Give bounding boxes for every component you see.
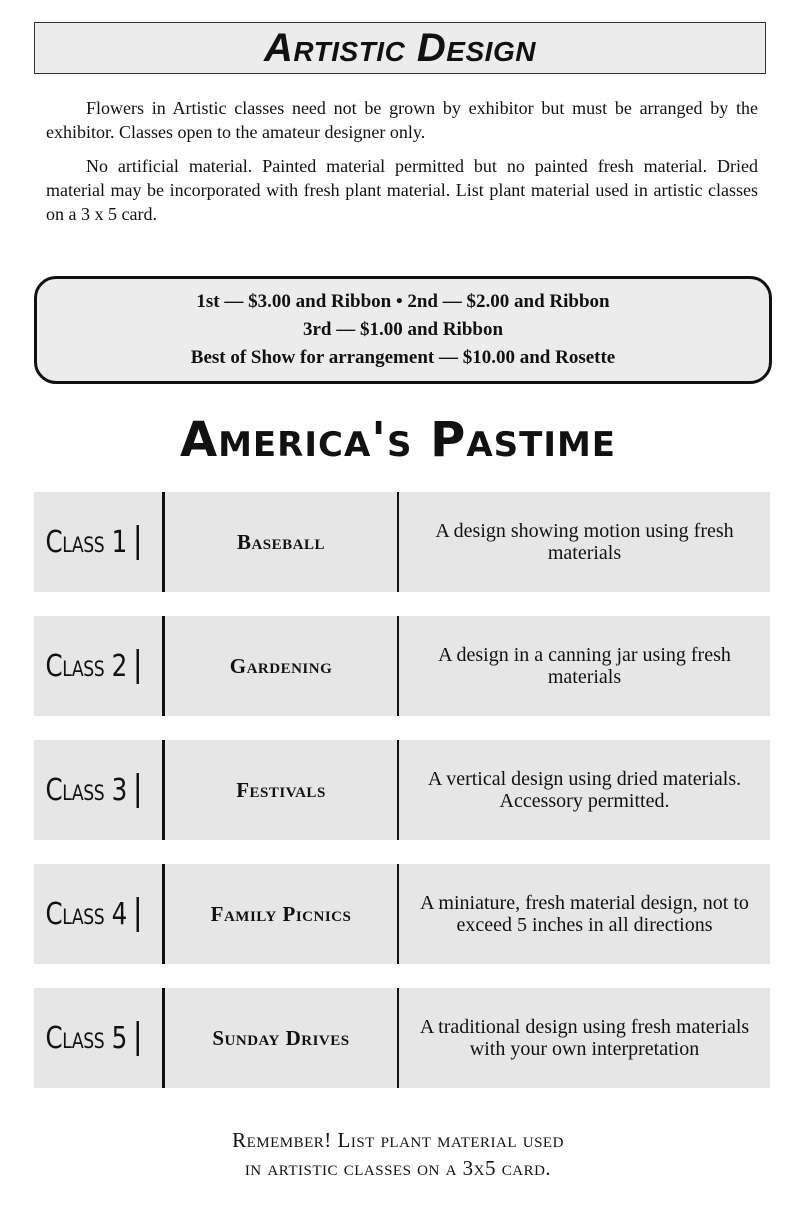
class-row-4 [34,864,770,964]
class-theme: Festivals [165,740,399,840]
class-description: A miniature, fresh material design, not to exceed 5 inches in all directions [420,892,749,936]
class-label-cell [34,864,165,964]
intro-paragraph-2: No artificial material. Painted material permitted but no painted fresh material. Dried material may be incorporated with fresh plant material. List plant material used in artistic classes on a 3 x 5 card. [46,156,758,224]
intro-paragraph-1: Flowers in Artistic classes need not be grown by exhibitor but must be arranged by the exhibitor. Classes open to the amateur designer only. [46,98,758,142]
intro-text [46,96,758,236]
prize-box [34,276,772,384]
class-theme: Baseball [165,492,399,592]
class-theme: Gardening [165,616,399,716]
class-row-5 [34,988,770,1088]
prize-line-1: 1st — $3.00 and Ribbon • 2nd — $2.00 and Ribbon [196,291,610,312]
class-label-cell [34,988,165,1088]
class-description: A design showing motion using fresh materials [435,520,734,564]
class-label-cell [34,740,165,840]
prize-line-3: Best of Show for arrangement — $10.00 and Rosette [190,347,616,368]
prize-line-2: 3rd — $1.00 and Ribbon [302,319,504,340]
class-label: Class 1 [34,525,139,560]
reminder-note [0,1126,796,1182]
reminder-line-1: Remember! List plant material used [232,1128,564,1152]
page-title: Artistic Design [264,25,536,70]
class-description: A traditional design using fresh materials with your own interpretation [419,1016,750,1060]
title-banner [34,22,766,74]
class-label: Class 5 [34,1021,139,1056]
class-label: Class 3 [34,773,139,808]
class-label-cell [34,616,165,716]
reminder-line-2: in artistic classes on a 3x5 card. [244,1156,552,1180]
class-theme: Family Picnics [165,864,399,964]
class-row-2 [34,616,770,716]
class-label: Class 2 [34,649,139,684]
class-row-1 [34,492,770,592]
class-description: A vertical design using dried materials. Accessory permitted. [427,768,742,812]
class-label-cell [34,492,165,592]
class-theme: Sunday Drives [165,988,399,1088]
class-label: Class 4 [34,897,139,932]
section-title: America's Pastime [179,412,617,468]
class-row-3 [34,740,770,840]
class-description: A design in a canning jar using fresh materials [438,644,731,688]
